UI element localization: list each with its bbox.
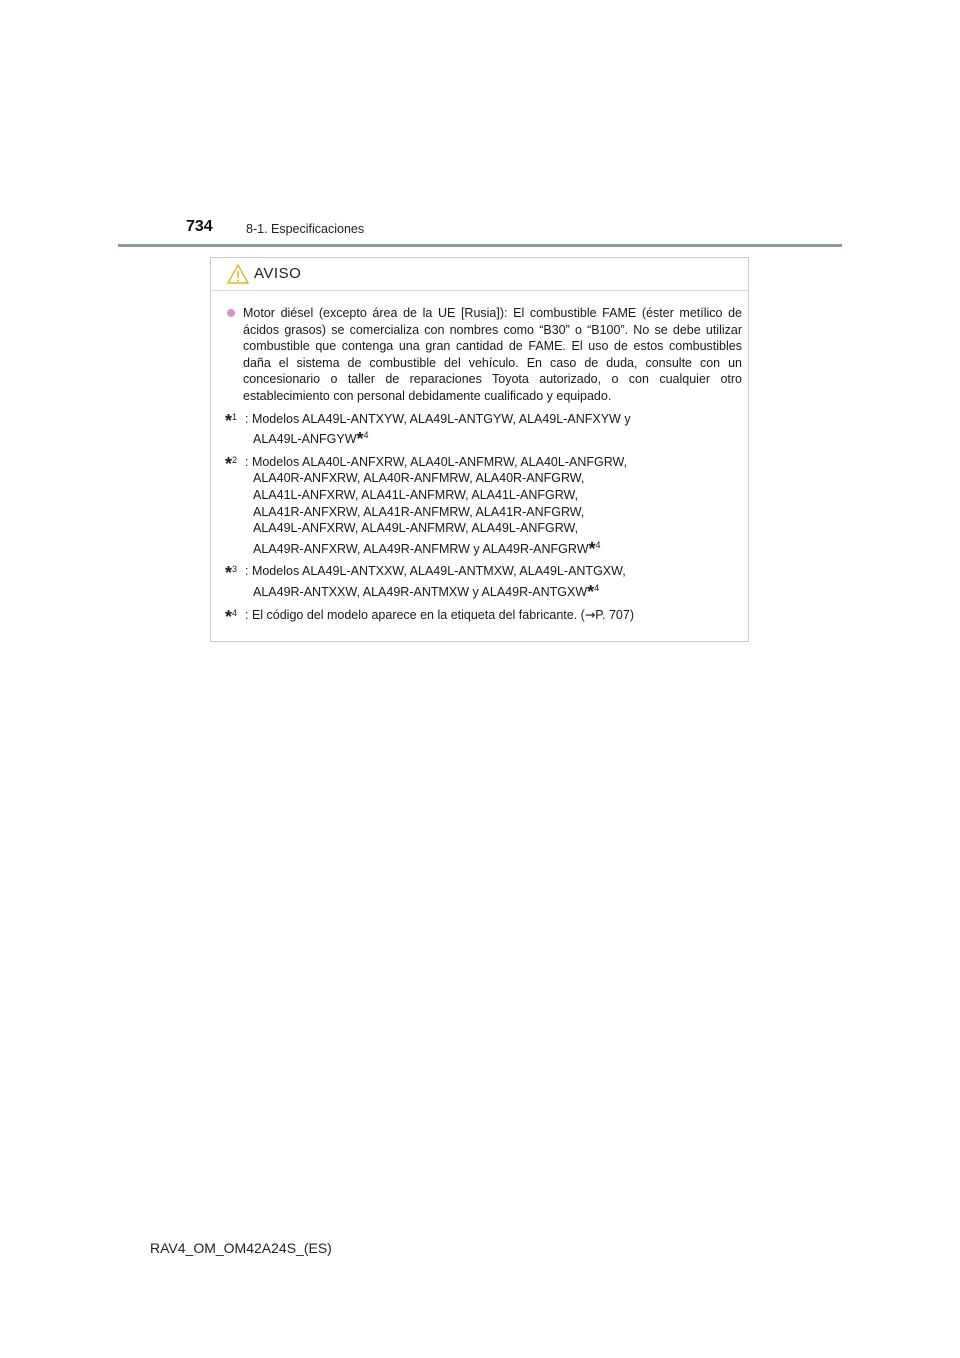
asterisk-mark: * [588, 538, 596, 559]
footnote-line [245, 563, 742, 580]
footnote-marker [225, 409, 237, 430]
footnote-line [245, 537, 742, 558]
footnote-line-text: ALA49L-ANFXRW, ALA49L-ANFMRW, ALA49L-ANFGRW, [253, 521, 579, 536]
reference-number: 4 [594, 582, 600, 593]
footnote-reference [356, 429, 369, 450]
footnote-line [245, 487, 742, 504]
footnote-2 [225, 454, 742, 558]
footnote-3 [225, 563, 742, 600]
reference-number: 4 [595, 539, 601, 550]
footnote-reference [588, 538, 601, 559]
footnote-line [245, 520, 742, 537]
footnote-marker [225, 452, 237, 473]
footnote-marker [225, 605, 237, 626]
reference-number: 4 [363, 430, 369, 441]
footnote-number: 4 [232, 607, 238, 618]
footnote-line-text: : Modelos ALA49L-ANTXXW, ALA49L-ANTMXW, ALA49L-ANTGXW, [245, 564, 626, 579]
asterisk-mark: * [225, 453, 233, 474]
warning-title: AVISO [254, 265, 302, 282]
footnote-body [245, 563, 742, 600]
asterisk-mark: * [587, 581, 595, 602]
asterisk-mark: * [356, 429, 364, 450]
asterisk-mark: * [225, 563, 233, 584]
footnotes-list [225, 410, 742, 627]
footnote-line-text: ALA49R-ANFXRW, ALA49R-ANFMRW y ALA49R-ANFGRW [253, 541, 589, 556]
warning-header [211, 258, 748, 291]
page-number: 734 [186, 218, 213, 235]
footnote-4 [225, 606, 742, 627]
asterisk-mark: * [225, 606, 233, 627]
warning-triangle-icon [227, 264, 249, 289]
warning-body [211, 291, 748, 627]
footnote-number: 2 [232, 454, 238, 465]
section-title: 8-1. Especificaciones [246, 222, 365, 236]
footnote-line [245, 427, 742, 448]
footnote-line [245, 504, 742, 521]
footnote-line-text: ALA49L-ANFGYW [253, 432, 357, 447]
footnote-line-text: ALA41R-ANFXRW, ALA41R-ANFMRW, ALA41R-ANFGRW, [253, 504, 585, 519]
document-code: RAV4_OM_OM42A24S_(ES) [150, 1240, 332, 1256]
arrow-right-icon: → [584, 606, 596, 622]
warning-text: Motor diésel (excepto área de la UE [Rusia]): El combustible FAME (éster metílico de ácidos grasos) se comercializa con nombres como “B30” o “B100”. No se debe utilizar combustible que contenga una gran cantidad de FAME. El uso de estos combustibles daña el sistema de combustible del vehículo. En caso de duda, consulte con un concesionario o taller de reparaciones Toyota autorizado, o con cualquier otro establecimiento con personal debidamente cualificado y equipado. [243, 306, 742, 403]
footnote-1 [225, 411, 742, 448]
footnote-body [245, 411, 742, 448]
footnote-line-text: : Modelos ALA40L-ANFXRW, ALA40L-ANFMRW, ALA40L-ANFGRW, [245, 454, 628, 469]
footnote-line [245, 411, 742, 428]
footnote-line [245, 580, 742, 601]
footnote-line-text: : El código del modelo aparece en la etiqueta del fabricante. ( [245, 607, 585, 622]
footnote-body [245, 454, 742, 558]
footnote-line-text: ALA49R-ANTXXW, ALA49R-ANTMXW y ALA49R-ANTGXW [253, 584, 588, 599]
footnote-marker [225, 561, 237, 582]
footnote-line [245, 470, 742, 487]
footnote-number: 1 [232, 411, 238, 422]
warning-box [210, 257, 749, 642]
footnote-line [245, 607, 742, 624]
page-reference-link[interactable]: P. 707) [595, 607, 634, 622]
footnote-line [245, 454, 742, 471]
bullet-dot [227, 309, 235, 317]
footnote-reference [587, 581, 600, 602]
footnote-line-text: ALA41L-ANFXRW, ALA41L-ANFMRW, ALA41L-ANFGRW, [253, 487, 579, 502]
footnote-number: 3 [232, 564, 238, 575]
footnote-line-text: ALA40R-ANFXRW, ALA40R-ANFMRW, ALA40R-ANFGRW, [253, 471, 585, 486]
footnote-line-text: : Modelos ALA49L-ANTXYW, ALA49L-ANTGYW, ALA49L-ANFXYW y [245, 411, 631, 426]
footnote-body [245, 607, 742, 624]
asterisk-mark: * [225, 410, 233, 431]
warning-paragraph [225, 305, 742, 405]
header-rule [118, 244, 842, 247]
